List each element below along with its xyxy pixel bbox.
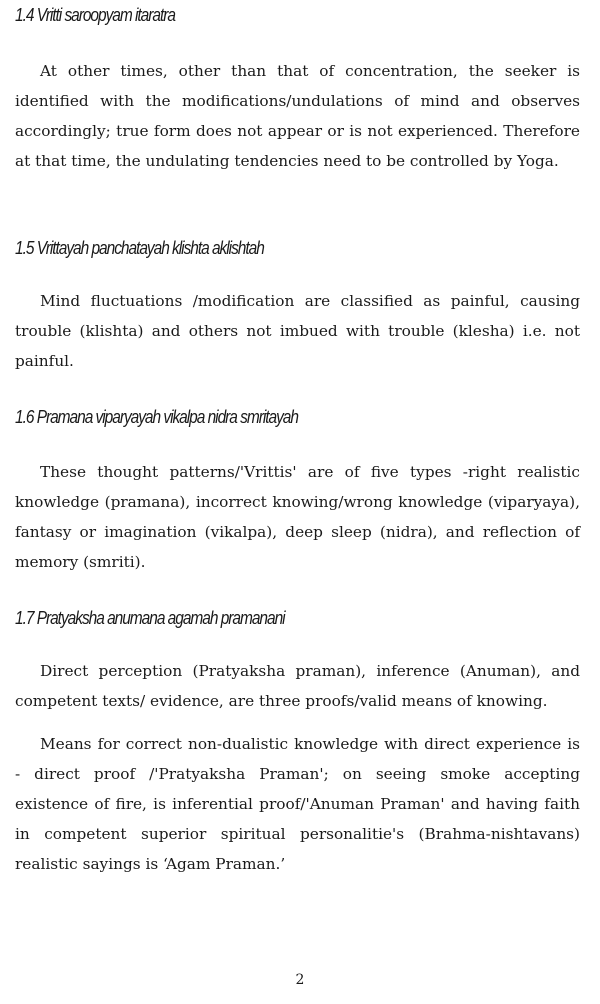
paragraph-1-4: At other times, other than that of concentration, the seeker is identified with the modifications/undulations of mind and observes accordingly; true form does not appear or is not experienced. Therefore at that time, the undulating tendencies need to be controlled by Yoga.: [15, 62, 580, 170]
paragraph-1-7-b: Means for correct non-dualistic knowledge with direct experience is - direct proof /'Pratyaksha Praman'; on seeing smoke accepting existence of fire, is inferential proof/'Anuman Praman' and having faith in competent superior spiritual personalitie's (Brahma-nishtavans) realistic sayings is ‘Agam Praman.’: [15, 735, 580, 873]
sutra-heading-1-5: 1.5 Vrittayah panchatayah klishta aklishtah: [15, 238, 264, 258]
sutra-heading-1-4: 1.4 Vritti saroopyam itaratra: [15, 5, 175, 25]
paragraph-1-5: Mind fluctuations /modification are classified as painful, causing trouble (klishta) and others not imbued with trouble (klesha) i.e. not painful.: [15, 292, 580, 370]
paragraph-1-6: These thought patterns/'Vrittis' are of five types -right realistic knowledge (pramana), incorrect knowing/wrong knowledge (viparyaya), fantasy or imagination (vikalpa), deep sleep (nidra), and reflection of memory (smriti).: [15, 463, 580, 571]
page-number: 2: [295, 972, 305, 988]
sutra-heading-1-6: 1.6 Pramana viparyayah vikalpa nidra smritayah: [15, 407, 298, 427]
paragraph-1-7-a: Direct perception (Pratyaksha praman), inference (Anuman), and competent texts/ evidence, are three proofs/valid means of knowing.: [15, 662, 580, 710]
sutra-heading-1-7: 1.7 Pratyaksha anumana agamah pramanani: [15, 608, 285, 628]
